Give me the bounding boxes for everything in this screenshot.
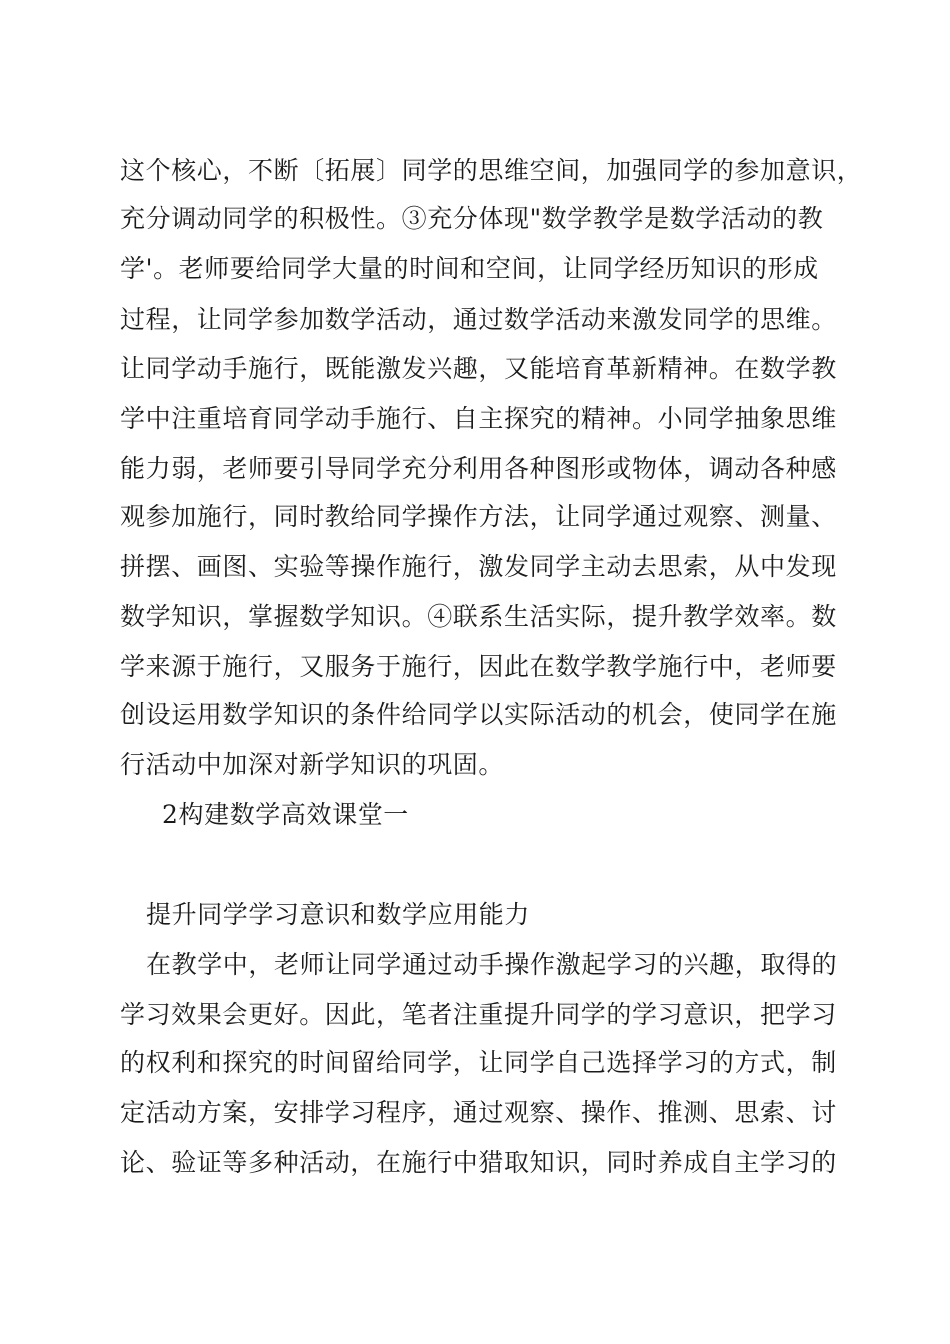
paragraph-line: 过程，让同学参加数学活动，通过数学活动来激发同学的思维。 xyxy=(120,305,837,334)
paragraph-line: 让同学动手施行，既能激发兴趣，又能培育革新精神。在数学教 xyxy=(120,354,837,383)
paragraph-line: 这个核心，不断〔拓展〕同学的思维空间，加强同学的参加意识， xyxy=(120,156,863,185)
paragraph-line: 观参加施行，同时教给同学操作方法，让同学通过观察、测量、 xyxy=(120,502,837,531)
paragraph-line: 学中注重培育同学动手施行、自主探究的精神。小同学抽象思维 xyxy=(120,404,837,433)
paragraph-line: 定活动方案，安排学习程序，通过观察、操作、推测、思索、讨 xyxy=(120,1098,837,1127)
paragraph-line: 学'。老师要给同学大量的时间和空间，让同学经历知识的形成 xyxy=(120,254,819,283)
paragraph-line: 学习效果会更好。因此，笔者注重提升同学的学习意识，把学习 xyxy=(120,1000,837,1029)
paragraph-line: 拼摆、画图、实验等操作施行，激发同学主动去思索，从中发现 xyxy=(120,552,837,581)
paragraph-line: 在教学中，老师让同学通过动手操作激起学习的兴趣，取得的 xyxy=(146,950,838,979)
paragraph-line: 论、验证等多种活动，在施行中猎取知识，同时养成自主学习的 xyxy=(120,1148,837,1177)
paragraph-line: 学来源于施行，又服务于施行，因此在数学教学施行中，老师要 xyxy=(120,652,837,681)
paragraph-line: 数学知识，掌握数学知识。④联系生活实际，提升教学效率。数 xyxy=(120,602,837,631)
section-heading: 2构建数学高效课堂一 xyxy=(162,800,409,829)
paragraph-line: 的权利和探究的时间留给同学，让同学自己选择学习的方式，制 xyxy=(120,1048,837,1077)
paragraph-line: 创设运用数学知识的条件给同学以实际活动的机会，使同学在施 xyxy=(120,700,837,729)
paragraph-line: 行活动中加深对新学知识的巩固。 xyxy=(120,750,505,779)
paragraph-line: 充分调动同学的积极性。③充分体现"数学教学是数学活动的教 xyxy=(120,204,824,233)
paragraph-line: 能力弱，老师要引导同学充分利用各种图形或物体，调动各种感 xyxy=(120,454,837,483)
section-subheading: 提升同学学习意识和数学应用能力 xyxy=(146,900,531,929)
